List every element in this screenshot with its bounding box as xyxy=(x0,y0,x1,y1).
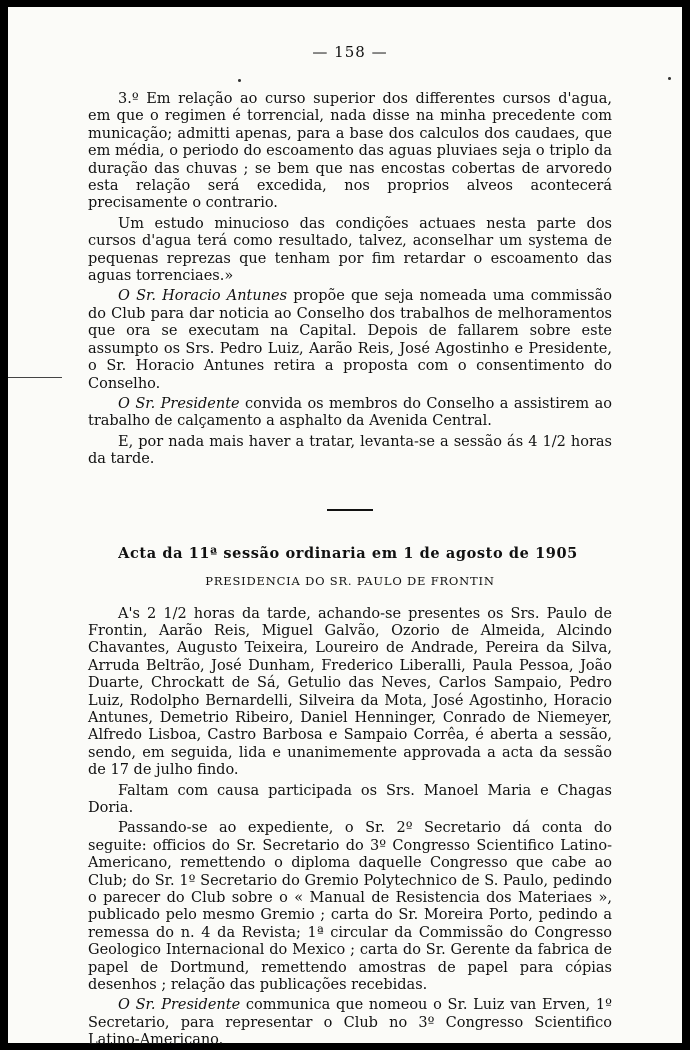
paragraph-text: convida os membros do Conselho a assistirem ao trabalho de calçamento a asphalto da Avenida Central. xyxy=(88,395,612,430)
paragraph-text: communica que nomeou o Sr. Luiz van Erven, 1º Secretario, para representar o Club no 3º Congresso Scientifico Latino-Americano. xyxy=(88,997,612,1049)
ink-speck xyxy=(238,79,241,82)
paragraph xyxy=(88,396,612,431)
speaker-name: O Sr. Horacio Antunes xyxy=(118,288,288,305)
presidency-line: PRESIDENCIA DO SR. PAULO DE FRONTIN xyxy=(205,573,495,588)
paragraph: Passando-se ao expediente, o Sr. 2º Secretario dá conta do seguite: officios do Sr. Secretario do 3º Congresso Scientifico Latino-Americano, remettendo o diploma daquelle Congresso que cabe ao Club; do Sr. 1º Secretario do Gremio Polytechnico de S. Paulo, pedindo o parecer do Club sobre o « Manual de Resistencia dos Materiaes », publicado pelo mesmo Gremio ; carta do Sr. Moreira Porto, pedindo a remessa do n. 4 da Revista; 1ª circular da Commissão do Congresso Geologico Internacional do Mexico ; carta do Sr. Gerente da fabrica de papel de Dortmund, remettendo amostras de papel para cópias desenhos ; relação das publicações recebidas. xyxy=(88,820,612,994)
paragraph xyxy=(88,997,612,1049)
paragraph-text: propõe que seja nomeada uma commissão do Club para dar noticia ao Conselho dos trabalhos de melhoramentos que ora se executam na Capital. Depois de fallarem sobre este assumpto os Srs. Pedro Luiz, Aarão Reis, José Agostinho e Presidente, o Sr. Horacio Antunes retira a proposta com o consentimento do Conselho. xyxy=(88,288,612,392)
paragraph: Faltam com causa participada os Srs. Manoel Maria e Chagas Doria. xyxy=(88,782,612,816)
section-divider xyxy=(327,509,373,511)
acta-title: Acta da 11ª sessão ordinaria em 1 de agosto de 1905 xyxy=(118,544,578,562)
paragraph: E, por nada mais haver a tratar, levanta-se a sessão ás 4 1/2 horas da tarde. xyxy=(88,433,612,468)
paragraph: Um estudo minucioso das condições actuaes nesta parte dos cursos d'agua terá como resultado, talvez, aconselhar um systema de pequenas reprezas que tenham por fim retardar o escoamento das aguas torrenciaes.» xyxy=(88,215,612,285)
speaker-name: O Sr. Presidente xyxy=(118,395,240,412)
paragraph xyxy=(88,288,612,392)
ink-speck xyxy=(668,77,671,80)
paragraph: A's 2 1/2 horas da tarde, achando-se presentes os Srs. Paulo de Frontin, Aarão Reis, Miguel Galvão, Ozorio de Almeida, Alcindo Chavantes, Augusto Teixeira, Loureiro de Andrade, Pereira da Silva, Arruda Beltrão, José Dunham, Frederico Liberalli, Paula Pessoa, João Duarte, Chrockatt de Sá, Getulio das Neves, Carlos Sampaio, Pedro Luiz, Rodolpho Bernardelli, Silveira da Mota, José Agostinho, Horacio Antunes, Demetrio Ribeiro, Daniel Henninger, Conrado de Niemeyer, Alfredo Lisboa, Castro Barbosa e Sampaio Corrêa, é aberta a sessão, sendo, em seguida, lida e unanimemente approvada a acta da sessão de 17 de julho findo. xyxy=(88,605,612,779)
paragraph: 3.º Em relação ao curso superior dos differentes cursos d'agua, em que o regimen é torrencial, nada disse na minha precedente com municação; admitti apenas, para a base dos calculos dos caudaes, que em média, o periodo do escoamento das aguas pluviaes seja o triplo da duração das chuvas ; se bem que nas encostas cobertas de arvoredo esta relação será excedida, nos proprios alveos acontecerá precisamente o contrario. xyxy=(88,91,612,212)
document-page xyxy=(8,7,682,1049)
page-number: — 158 — xyxy=(312,43,388,61)
speaker-name: O Sr. Presidente xyxy=(118,997,241,1014)
margin-rule xyxy=(8,377,62,378)
